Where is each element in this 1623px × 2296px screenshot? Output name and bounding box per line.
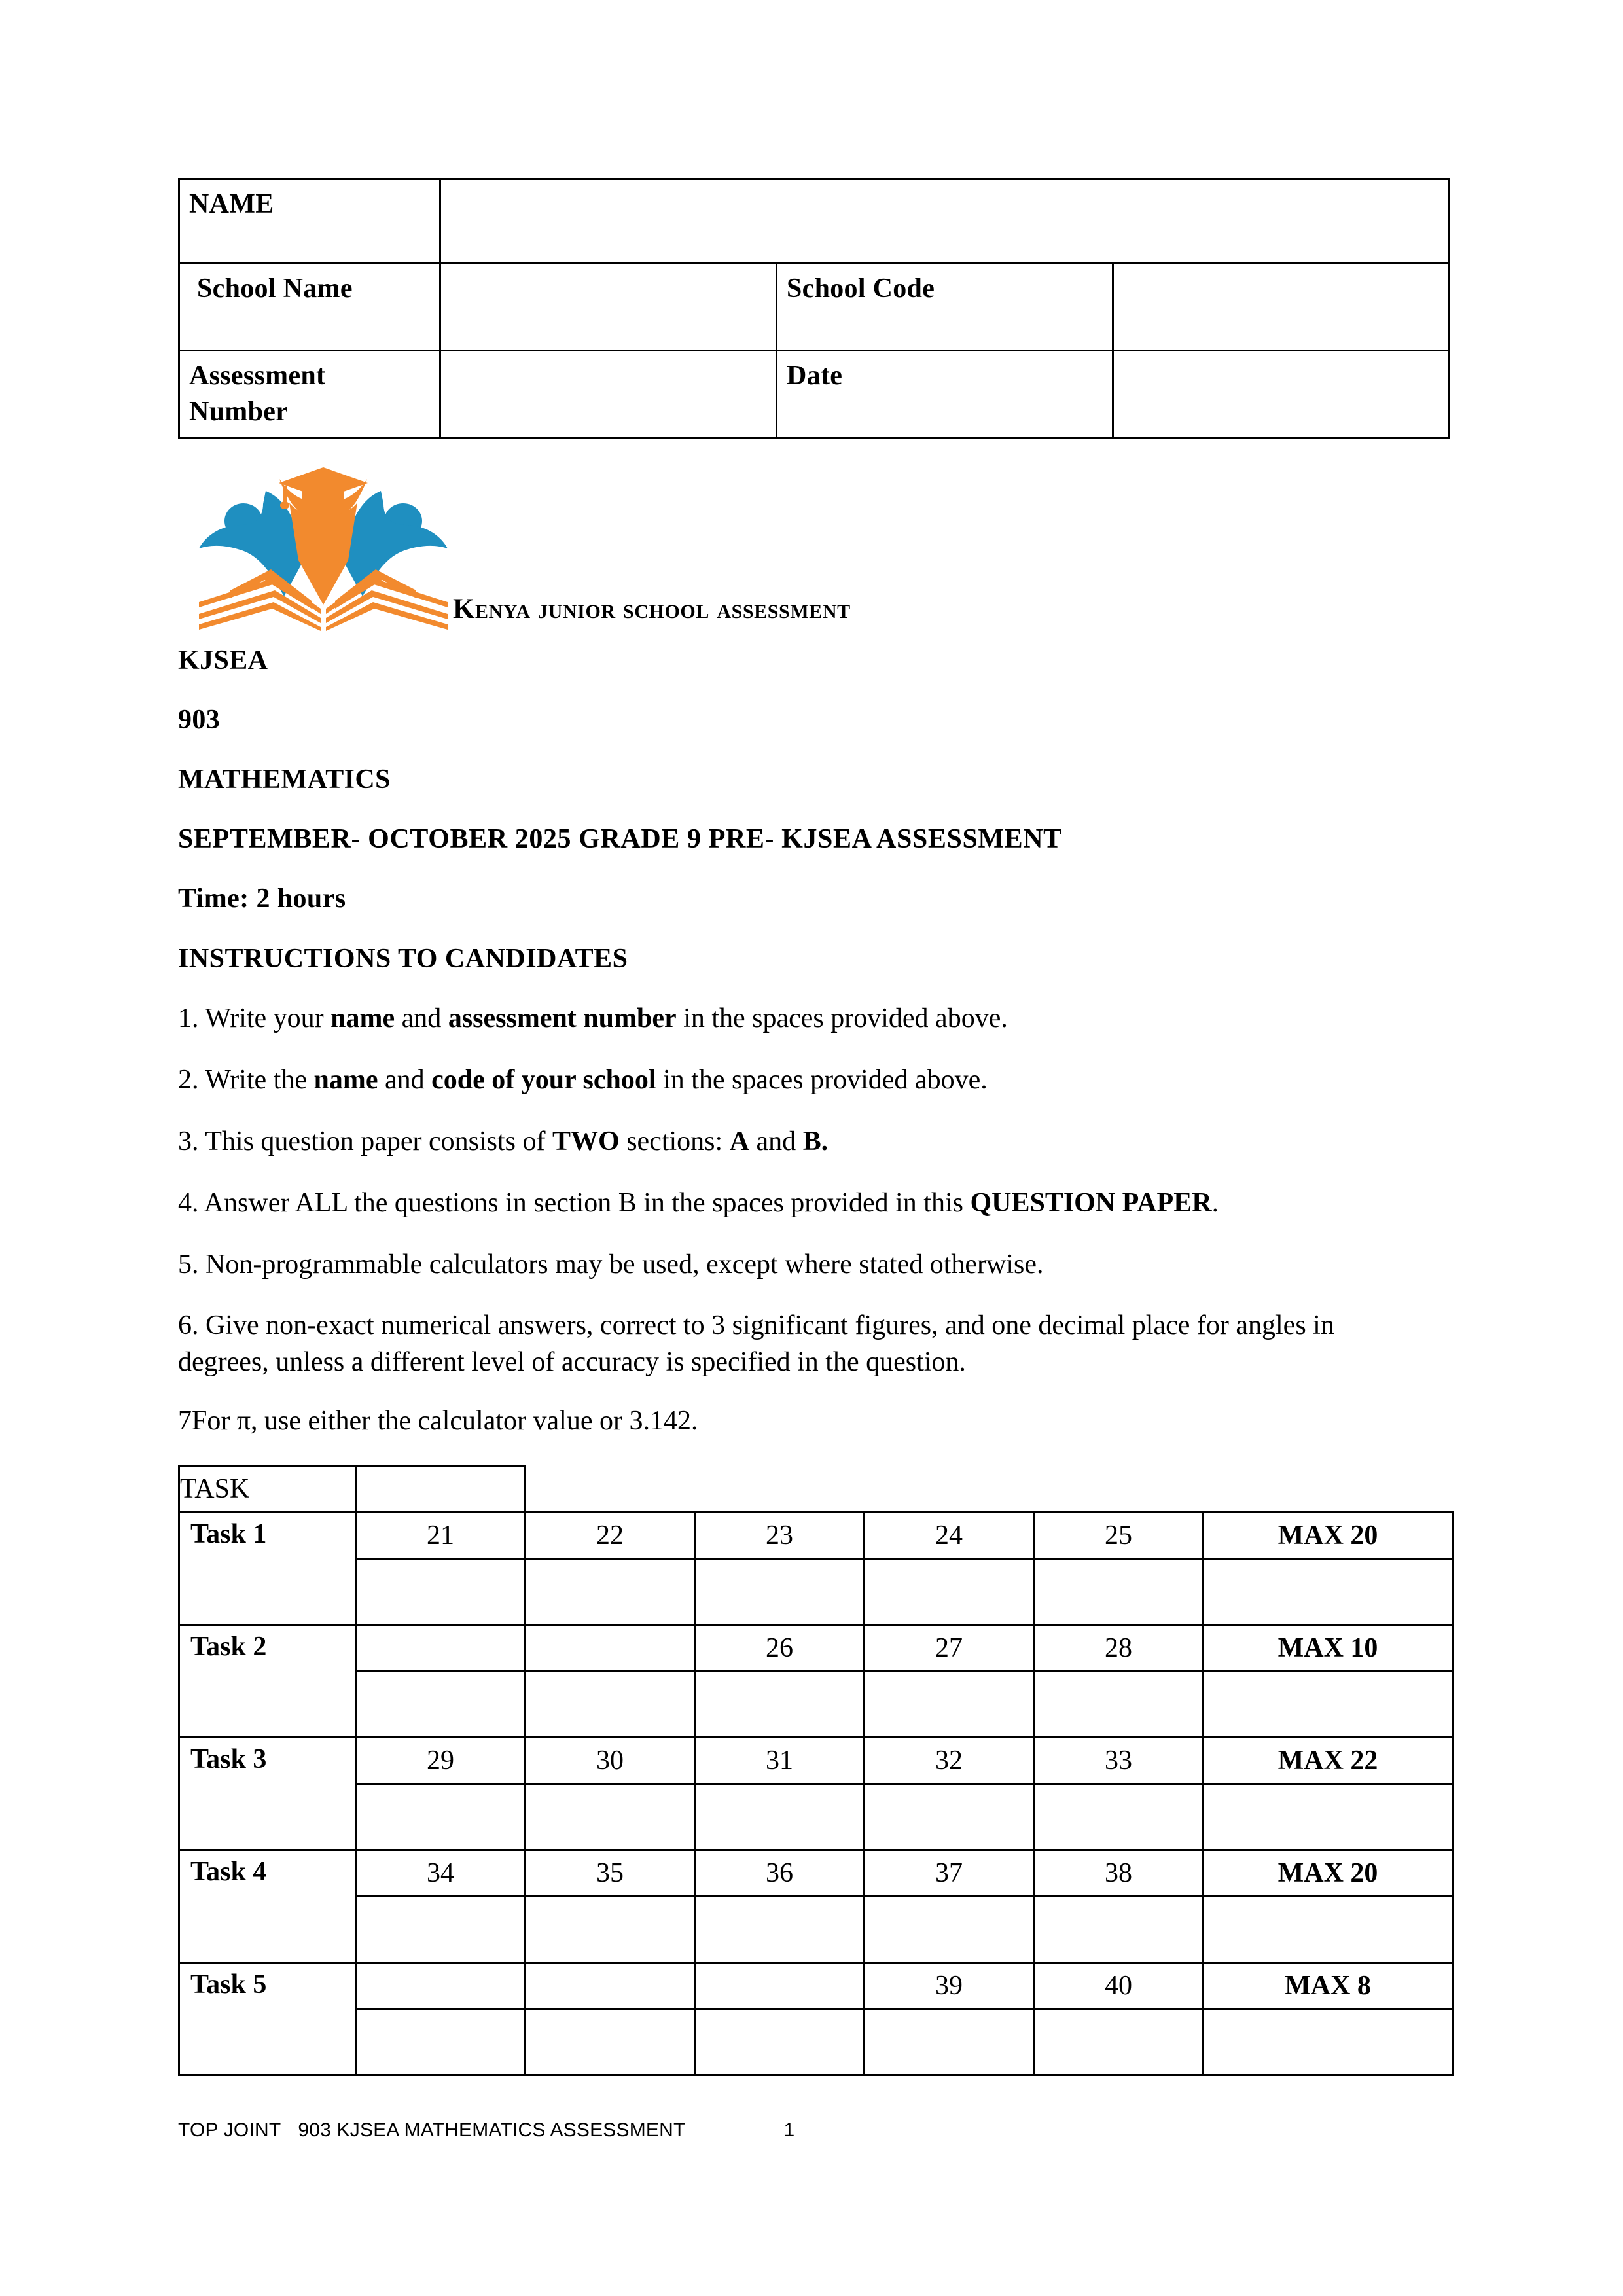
question-number: 40 — [1034, 1963, 1204, 2009]
table-row — [179, 1559, 1453, 1625]
question-number: 23 — [695, 1513, 865, 1559]
score-total-cell[interactable] — [1204, 1897, 1453, 1963]
footer-left-label: TOP JOINT — [178, 2119, 281, 2141]
question-number — [356, 1963, 526, 2009]
score-entry-cell[interactable] — [356, 2009, 526, 2075]
instruction-item: 7For π, use either the calculator value or 3.142. — [178, 1406, 698, 1437]
score-entry-cell[interactable] — [865, 1672, 1034, 1738]
candidate-details-table — [178, 178, 1450, 439]
instruction-item: 2. Write the name and code of your school in the spaces provided above. — [178, 1065, 988, 1096]
score-entry-cell[interactable] — [865, 1559, 1034, 1625]
instruction-item: 3. This question paper consists of TWO sections: A and B. — [178, 1126, 829, 1157]
table-row — [179, 2009, 1453, 2075]
logo-header-block — [178, 462, 1452, 640]
exam-body-label: KJSEA — [178, 645, 268, 675]
question-number: 35 — [526, 1850, 695, 1897]
instructions-list — [178, 1001, 1452, 1440]
school-name-value-field[interactable] — [440, 264, 777, 351]
task-header-spacer — [356, 1466, 526, 1513]
question-number: 36 — [695, 1850, 865, 1897]
school-code-value-field[interactable] — [1113, 264, 1450, 351]
task-label: Task 4 — [179, 1850, 356, 1963]
instruction-item: 5. Non-programmable calculators may be used, except where stated otherwise. — [178, 1249, 1044, 1280]
table-row — [179, 1513, 1453, 1559]
question-number: 33 — [1034, 1738, 1204, 1784]
school-code-label: School Code — [777, 264, 1113, 351]
table-row — [179, 179, 1450, 264]
score-total-cell[interactable] — [1204, 1672, 1453, 1738]
paper-code-label: 903 — [178, 705, 221, 736]
organisation-title: Kenya junior school assessment — [453, 594, 851, 624]
page-number: 1 — [783, 2119, 795, 2141]
score-entry-cell[interactable] — [356, 1559, 526, 1625]
score-entry-cell[interactable] — [865, 2009, 1034, 2075]
table-row — [179, 1850, 1453, 1897]
score-entry-cell[interactable] — [356, 1784, 526, 1850]
name-value-field[interactable] — [440, 179, 1450, 264]
table-row — [179, 1897, 1453, 1963]
question-number — [526, 1625, 695, 1672]
question-number: 34 — [356, 1850, 526, 1897]
assessment-number-value-field[interactable] — [440, 351, 777, 438]
task-label: Task 1 — [179, 1513, 356, 1625]
score-entry-cell[interactable] — [1034, 1784, 1204, 1850]
score-entry-cell[interactable] — [865, 1784, 1034, 1850]
question-number — [526, 1963, 695, 2009]
question-number: 38 — [1034, 1850, 1204, 1897]
time-allowed-label: Time: 2 hours — [178, 884, 346, 914]
date-label: Date — [777, 351, 1113, 438]
score-entry-cell[interactable] — [695, 2009, 865, 2075]
question-number: 30 — [526, 1738, 695, 1784]
score-entry-cell[interactable] — [526, 1784, 695, 1850]
date-value-field[interactable] — [1113, 351, 1450, 438]
question-number — [695, 1963, 865, 2009]
table-row — [179, 1625, 1453, 1672]
question-number: 39 — [865, 1963, 1034, 2009]
question-number: 26 — [695, 1625, 865, 1672]
score-entry-cell[interactable] — [695, 1559, 865, 1625]
page-footer — [178, 2119, 794, 2142]
task-max-score: MAX 20 — [1204, 1513, 1453, 1559]
task-max-score: MAX 22 — [1204, 1738, 1453, 1784]
score-entry-cell[interactable] — [1034, 1897, 1204, 1963]
score-entry-cell[interactable] — [1034, 2009, 1204, 2075]
question-number: 21 — [356, 1513, 526, 1559]
question-number: 22 — [526, 1513, 695, 1559]
task-label: Task 2 — [179, 1625, 356, 1738]
score-entry-cell[interactable] — [1034, 1672, 1204, 1738]
question-number: 37 — [865, 1850, 1034, 1897]
instruction-item: 1. Write your name and assessment number in the spaces provided above. — [178, 1003, 1008, 1034]
assessment-number-label: Assessment Number — [179, 351, 440, 438]
score-entry-cell[interactable] — [865, 1897, 1034, 1963]
score-total-cell[interactable] — [1204, 1784, 1453, 1850]
table-row — [179, 1738, 1453, 1784]
question-number — [356, 1625, 526, 1672]
question-number: 25 — [1034, 1513, 1204, 1559]
question-number: 32 — [865, 1738, 1034, 1784]
question-number: 27 — [865, 1625, 1034, 1672]
score-entry-cell[interactable] — [356, 1897, 526, 1963]
task-label: Task 3 — [179, 1738, 356, 1850]
question-number: 29 — [356, 1738, 526, 1784]
table-row — [179, 264, 1450, 351]
task-column-header: TASK — [179, 1466, 356, 1513]
score-entry-cell[interactable] — [526, 1559, 695, 1625]
task-max-score: MAX 10 — [1204, 1625, 1453, 1672]
task-marks-table — [178, 1465, 1454, 2076]
school-name-label: School Name — [179, 264, 440, 351]
table-row — [179, 1784, 1453, 1850]
task-table-body — [179, 1466, 1453, 2075]
footer-center-label: 903 KJSEA MATHEMATICS ASSESSMENT — [298, 2119, 686, 2141]
score-entry-cell[interactable] — [1034, 1559, 1204, 1625]
table-row — [179, 1466, 1453, 1513]
task-header-empty — [526, 1466, 1453, 1513]
name-label: NAME — [179, 179, 440, 264]
subject-label: MATHEMATICS — [178, 764, 391, 795]
score-total-cell[interactable] — [1204, 2009, 1453, 2075]
instruction-item: 6. Give non-exact numerical answers, correct to 3 significant figures, and one decimal place for angles in degrees, unless a different level of accuracy is specified in the question. — [178, 1310, 1334, 1378]
score-entry-cell[interactable] — [526, 1672, 695, 1738]
question-number: 31 — [695, 1738, 865, 1784]
task-max-score: MAX 8 — [1204, 1963, 1453, 2009]
kjsea-logo-icon — [192, 462, 454, 631]
table-row — [179, 351, 1450, 438]
score-entry-cell[interactable] — [695, 1897, 865, 1963]
question-number: 28 — [1034, 1625, 1204, 1672]
table-row — [179, 1672, 1453, 1738]
score-entry-cell[interactable] — [695, 1784, 865, 1850]
instruction-item: 4. Answer ALL the questions in section B in the spaces provided in this QUESTION PAPER. — [178, 1187, 1219, 1218]
question-number: 24 — [865, 1513, 1034, 1559]
task-label: Task 5 — [179, 1963, 356, 2075]
score-entry-cell[interactable] — [356, 1672, 526, 1738]
instructions-heading: INSTRUCTIONS TO CANDIDATES — [178, 944, 628, 975]
task-max-score: MAX 20 — [1204, 1850, 1453, 1897]
table-row — [179, 1963, 1453, 2009]
score-total-cell[interactable] — [1204, 1559, 1453, 1625]
score-entry-cell[interactable] — [695, 1672, 865, 1738]
session-label: SEPTEMBER- OCTOBER 2025 GRADE 9 PRE- KJSEA ASSESSMENT — [178, 824, 1062, 855]
score-entry-cell[interactable] — [526, 2009, 695, 2075]
score-entry-cell[interactable] — [526, 1897, 695, 1963]
